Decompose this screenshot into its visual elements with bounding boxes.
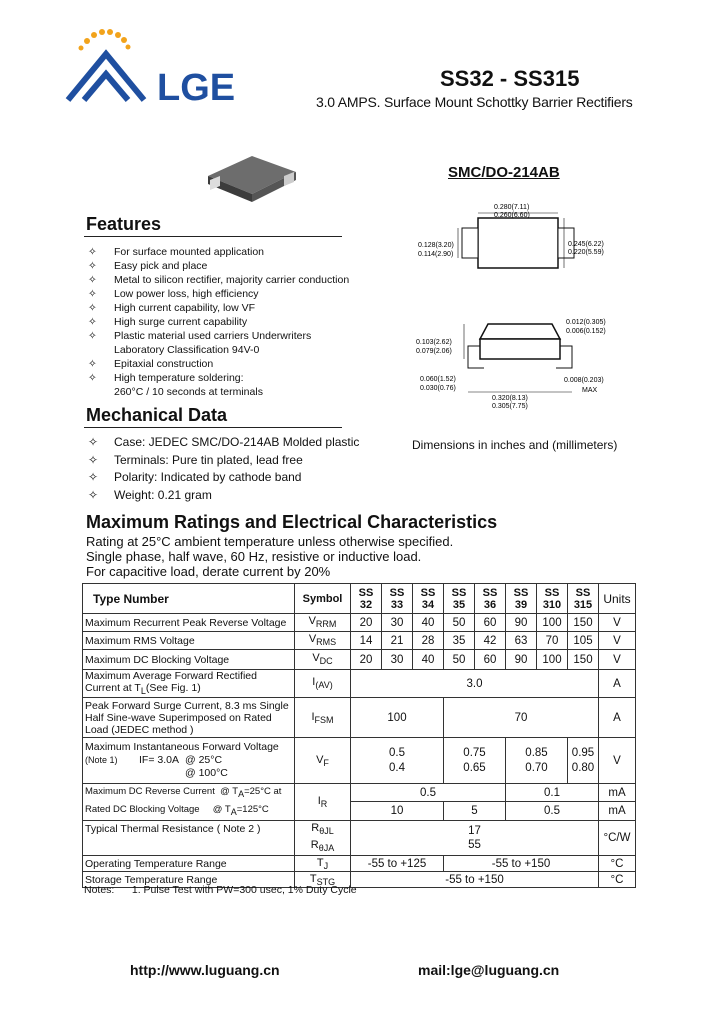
list-item-continuation: Laboratory Classification 94V-0 <box>114 344 260 356</box>
dim-label: 0.128(3.20) <box>418 242 454 249</box>
table-row: Maximum DC Reverse Current @ $T_A=25^\circ C$ at Rated DC Blocking Voltage @ $T_A=125^\circ C$ $I_R$ 0.5 0.1 mA <box>83 784 636 802</box>
features-list <box>86 245 376 399</box>
header-part: SS 310 <box>537 584 568 614</box>
dimension-drawing <box>380 196 640 426</box>
top-view-body <box>478 218 558 268</box>
dim-label: 0.260(6.60) <box>494 212 530 219</box>
header-part: SS 315 <box>568 584 599 614</box>
dim-label: 0.012(0.305) <box>566 319 606 326</box>
website-link[interactable]: http://www.luguang.cn <box>130 962 280 978</box>
logo-mountain <box>68 54 144 100</box>
header-part: SS 34 <box>413 584 444 614</box>
dim-label: 0.079(2.06) <box>416 348 452 355</box>
table-row: 10 5 0.5 mA <box>83 802 636 820</box>
list-item: ✧ For surface mounted application <box>88 246 264 258</box>
dim-label: 0.305(7.75) <box>492 403 528 410</box>
list-item: ✧ Easy pick and place <box>88 260 208 272</box>
mechanical-divider <box>84 427 342 428</box>
rating-note: Rating at 25°C ambient temperature unless otherwise specified. <box>86 534 454 549</box>
table-header-row <box>83 584 636 614</box>
header-type: Type Number <box>83 584 295 614</box>
mechanical-list <box>86 434 386 504</box>
features-divider <box>84 236 342 237</box>
header-part: SS 39 <box>506 584 537 614</box>
component-image <box>200 150 300 210</box>
table-row: Typical Thermal Resistance ( Note 2 ) $R_{\theta JL}$ $R_{\theta JA}$ 17 55 °C/W <box>83 820 636 855</box>
features-heading: Features <box>86 214 162 234</box>
dim-label: 0.103(2.62) <box>416 339 452 346</box>
dim-label: 0.320(8.13) <box>492 395 528 402</box>
email-link[interactable]: mail:lge@luguang.cn <box>418 962 560 978</box>
logo-sun-dots <box>79 29 131 51</box>
header-part: SS 35 <box>444 584 475 614</box>
dim-label: 0.060(1.52) <box>420 376 456 383</box>
table-row: Maximum Recurrent Peak Reverse Voltage $V_{RRM}$ 20 30 40 50 60 90 100 150 V <box>83 614 636 632</box>
list-item: ✧ Polarity: Indicated by cathode band <box>88 470 302 484</box>
table-row: Peak Forward Surge Current, 8.3 ms Single Half Sine-wave Superimposed on Rated Load (JEDEC method ) $I_{FSM}$ 100 70 A <box>83 698 636 738</box>
list-item: ✧ Plastic material used carriers Underwriters <box>88 330 312 342</box>
table-row: Maximum Instantaneous Forward Voltage (Note 1) IF= 3.0A @ 25°C @ 100°C $V_F$ 0.5 0.4 0.75 0.65 0.85 0.70 0.95 0.80 V <box>83 738 636 784</box>
dim-label: 0.220(5.59) <box>568 249 604 256</box>
table-row: Maximum Average Forward Rectified Current at $T_L(See$ Fig. 1) $I_{(AV)}$ 3.0 A <box>83 670 636 698</box>
dim-label: 0.114(2.90) <box>418 251 454 258</box>
list-item: ✧ High temperature soldering: <box>88 372 244 384</box>
dim-label: 0.006(0.152) <box>566 328 606 335</box>
list-item: ✧ Weight: 0.21 gram <box>88 487 212 502</box>
dimensions-caption: Dimensions in inches and (millimeters) <box>412 438 618 452</box>
list-item: ✧ Epitaxial construction <box>88 358 214 370</box>
table-notes: Notes: 1. Pulse Test with PW=300 usec, 1% Duty Cycle <box>84 884 357 896</box>
dim-label: 0.030(0.76) <box>420 385 456 392</box>
list-item: ✧ Low power loss, high efficiency <box>88 288 259 300</box>
list-item-continuation: 260°C / 10 seconds at terminals <box>114 386 263 398</box>
table-row: Storage Temperature Range $T_{STG}$ -55 to +150 °C <box>83 872 636 888</box>
mechanical-heading: Mechanical Data <box>86 405 228 425</box>
table-row: Maximum RMS Voltage $V_{RMS}$ 14 21 28 35 42 63 70 105 V <box>83 632 636 650</box>
header-part: SS 32 <box>351 584 382 614</box>
page-subtitle: 3.0 AMPS. Surface Mount Schottky Barrier Rectifiers <box>316 94 633 110</box>
table-row: Maximum DC Blocking Voltage $V_{DC}$ 20 30 40 50 60 90 100 150 V <box>83 650 636 670</box>
dim-label: 0.008(0.203) <box>564 377 604 384</box>
list-item: ✧ Terminals: Pure tin plated, lead free <box>88 452 303 467</box>
list-item: ✧ Case: JEDEC SMC/DO-214AB Molded plastic <box>88 435 360 449</box>
list-item: ✧ High surge current capability <box>88 316 248 328</box>
ratings-notes <box>86 534 453 579</box>
dim-label: 0.245(6.22) <box>568 241 604 248</box>
ratings-title: Maximum Ratings and Electrical Characteristics <box>86 512 498 532</box>
rating-note: Single phase, half wave, 60 Hz, resistive or inductive load. <box>86 549 422 564</box>
dim-label: 0.280(7.11) <box>494 204 530 211</box>
dim-label: MAX <box>582 387 598 394</box>
page-title: SS32 - SS315 <box>440 66 580 91</box>
list-item: ✧ High current capability, low VF <box>88 302 256 314</box>
package-name: SMC/DO-214AB <box>448 164 560 181</box>
rating-note: For capacitive load, derate current by 20% <box>86 564 331 579</box>
header-part: SS 36 <box>475 584 506 614</box>
header-units: Units <box>599 584 636 614</box>
logo-text: LGE <box>157 67 236 108</box>
list-item: ✧ Metal to silicon rectifier, majority carrier conduction <box>88 274 350 286</box>
lge-logo <box>62 28 262 108</box>
table-row: Operating Temperature Range $T_J$ -55 to +125 -55 to +150 °C <box>83 856 636 872</box>
spec-table <box>82 583 636 888</box>
header-symbol: Symbol <box>295 584 351 614</box>
side-view-body <box>480 324 560 339</box>
header-part: SS 33 <box>382 584 413 614</box>
